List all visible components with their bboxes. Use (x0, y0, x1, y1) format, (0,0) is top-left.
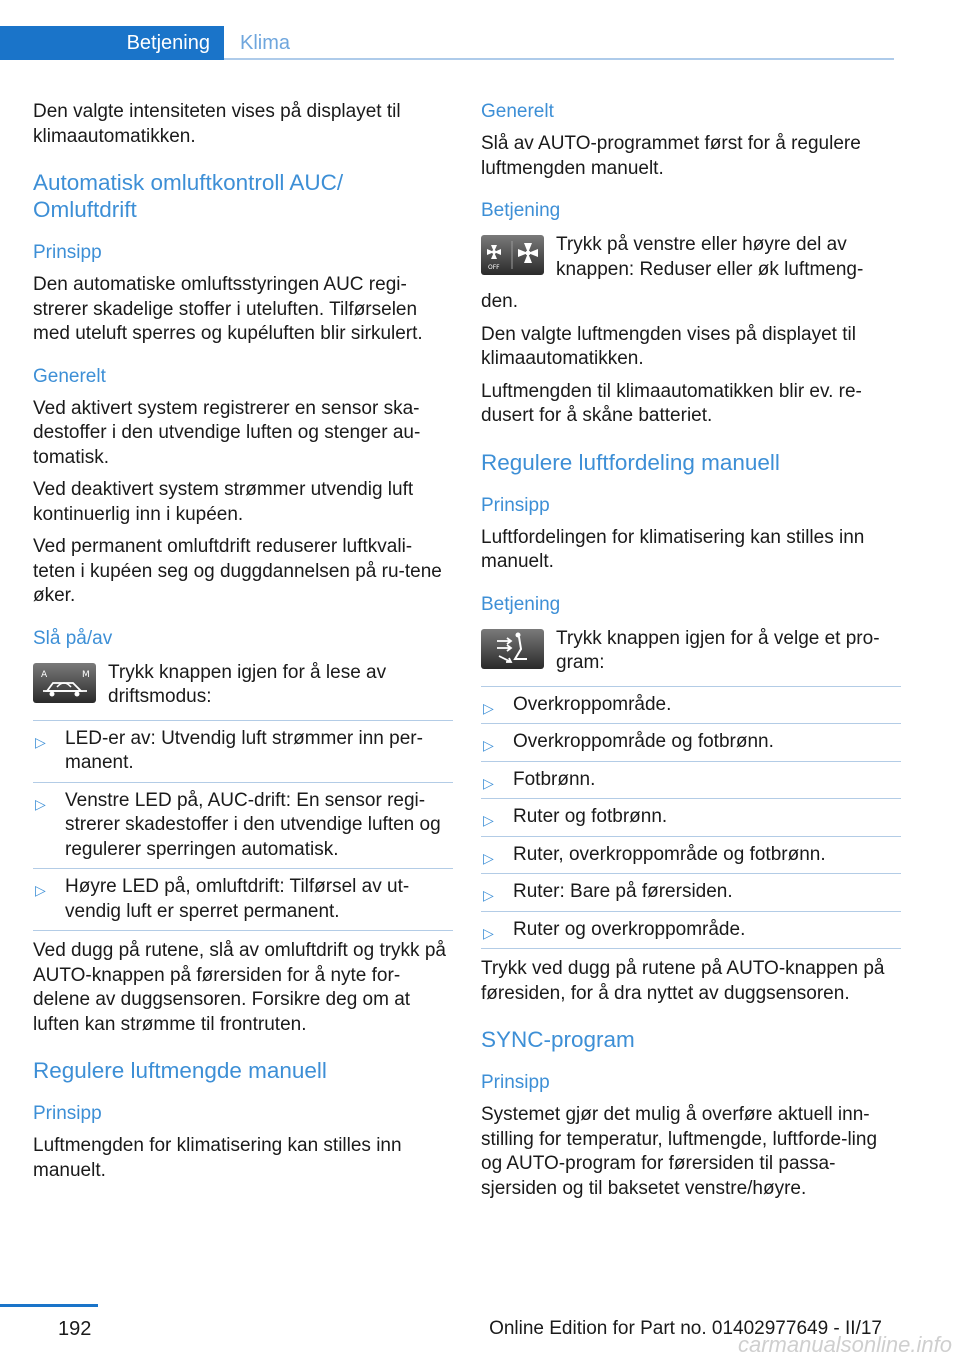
tab-klima[interactable]: Klima (240, 32, 291, 54)
svg-text:M: M (82, 669, 90, 680)
triangle-right-icon: ▷ (483, 774, 494, 791)
list-item-text: Ruter og fotbrønn. (513, 806, 668, 827)
list-item-text: Fotbrønn. (513, 768, 596, 790)
car-recirculation-icon (33, 663, 96, 703)
list-item-text: Høyre LED på, omluftdrift: Tilførsel av ut-vendig luft er sperret permanent. (65, 876, 410, 922)
paragraph-betjening-b: Luftmengden til klimaautomatikken blir ev. re-dusert for å skåne batteriet. (481, 380, 862, 426)
heading-generelt-right: Generelt (481, 101, 554, 122)
list-item (481, 724, 901, 762)
heading-prinsipp: Prinsipp (33, 242, 102, 263)
left-column (33, 100, 453, 1191)
header-divider (224, 58, 894, 60)
tab-betjening-label: Betjening (126, 32, 210, 54)
watermark: carmanualsonline.info (737, 1332, 952, 1357)
footer-divider (0, 1304, 98, 1307)
list-item-text: Overkroppområde. (513, 693, 672, 715)
paragraph-generelt-b: Ved deaktivert system strømmer utvendig luft kontinuerlig inn i kupéen. (33, 479, 414, 525)
list-item (481, 837, 901, 875)
program-list (481, 686, 901, 950)
triangle-right-icon: ▷ (483, 924, 494, 941)
paragraph-prinsipp-right: Luftfordelingen for klimatisering kan stilles inn manuelt. (481, 526, 865, 572)
list-item (33, 783, 453, 870)
heading-luftmengde: Regulere luftmengde manuell (33, 1058, 327, 1083)
list-item (33, 721, 453, 783)
intro-paragraph: Den valgte intensiteten vises på displayet til klimaautomatikken. (33, 101, 401, 147)
paragraph-generelt-right: Slå av AUTO-programmet først for å regulere luftmengden manuelt. (481, 133, 861, 179)
heading-generelt: Generelt (33, 365, 106, 387)
fan-button-text-continued: den. (481, 291, 518, 312)
air-distribution-icon (481, 629, 544, 669)
list-item (481, 687, 901, 725)
paragraph-dugg-right: Trykk ved dugg på rutene på AUTO-knappen på føresiden, for å dra nyttet av duggsensoren. (481, 958, 885, 1004)
heading-sync: SYNC-program (481, 1027, 635, 1052)
fan-button-text: Trykk på venstre eller høyre del av knappen: Reduser eller øk luftmeng- (556, 234, 864, 280)
right-column (481, 100, 901, 1209)
paragraph-generelt-c: Ved permanent omluftdrift reduserer luftkvali-teten i kupéen seg og duggdannelsen på ru-tene øker. (33, 536, 442, 606)
list-item (33, 869, 453, 931)
page-number: 192 (58, 1318, 92, 1340)
list-item-text: Ruter og overkroppområde. (513, 918, 746, 940)
heading-prinsipp-3: Prinsipp (481, 1072, 550, 1093)
tab-betjening[interactable] (0, 26, 224, 60)
heading-betjening-2: Betjening (481, 593, 561, 615)
air-distribution-text: Trykk knappen igjen for å velge et pro-gram: (556, 627, 880, 673)
heading-prinsipp-2: Prinsipp (33, 1103, 102, 1124)
list-item (481, 762, 901, 800)
paragraph-dugg: Ved dugg på rutene, slå av omluftdrift og trykk på AUTO-knappen på førersiden for å nyte for-delene av duggsensoren. Forsikre deg om at luften kan strømme til frontruten. (33, 940, 446, 1035)
svg-text:A: A (41, 669, 48, 680)
heading-prinsipp-right: Prinsipp (481, 494, 550, 516)
list-item-text: LED-er av: Utvendig luft strømmer inn per-manent. (65, 727, 423, 773)
fan-button-row (481, 233, 901, 282)
triangle-right-icon: ▷ (35, 882, 46, 898)
list-item (481, 799, 901, 837)
list-item-text: Ruter: Bare på førersiden. (513, 881, 733, 902)
svg-text:OFF: OFF (488, 264, 500, 271)
triangle-right-icon: ▷ (483, 887, 494, 903)
edition-text: Online Edition for Part no. 01402977649 - II/17 (489, 1318, 882, 1339)
paragraph-prinsipp: Den automatiske omluftsstyringen AUC regi-strerer skadelige stoffer i uteluften. Tilførselen med uteluft sperres og kupéluften blir sirkulert. (33, 274, 423, 344)
paragraph-betjening-a: Den valgte luftmengden vises på displayet til klimaautomatikken. (481, 323, 856, 369)
triangle-right-icon: ▷ (483, 699, 494, 716)
paragraph-prinsipp-2: Luftmengden for klimatisering kan stilles inn manuelt. (33, 1135, 402, 1181)
triangle-right-icon: ▷ (35, 733, 46, 750)
heading-betjening-1: Betjening (481, 200, 561, 221)
heading-slaa-paa-av: Slå på/av (33, 627, 113, 649)
list-item (481, 874, 901, 912)
auc-button-row (33, 661, 453, 710)
led-mode-list (33, 720, 453, 932)
triangle-right-icon: ▷ (35, 795, 46, 812)
triangle-right-icon: ▷ (483, 812, 494, 828)
auc-button-text: Trykk knappen igjen for å lese av driftsmodus: (108, 661, 387, 707)
air-distribution-row (481, 627, 901, 676)
paragraph-generelt-a: Ved aktivert system registrerer en sensor ska-destoffer i den utvendige luften og stenger au-tomatisk. (33, 397, 421, 468)
fan-speed-icon (481, 235, 544, 275)
triangle-right-icon: ▷ (483, 849, 494, 866)
triangle-right-icon: ▷ (483, 737, 494, 753)
list-item (481, 912, 901, 950)
paragraph-sync: Systemet gjør det mulig å overføre aktuell inn-stilling for temperatur, luftmengde, luftforde-ling og AUTO-program for førersiden til passa-sjersiden og til baksetet venstre/høyre. (481, 1104, 878, 1199)
list-item-text: Ruter, overkroppområde og fotbrønn. (513, 843, 826, 865)
heading-luftfordeling: Regulere luftfordeling manuell (481, 449, 780, 475)
list-item-text: Venstre LED på, AUC-drift: En sensor regi-strerer skadestoffer i den utvendige luften og regulerer sperringen automatisk. (65, 789, 441, 860)
heading-auc: Automatisk omluftkontroll AUC/ Omluftdrift (33, 170, 344, 222)
list-item-text: Overkroppområde og fotbrønn. (513, 731, 774, 752)
page-header (0, 0, 960, 62)
